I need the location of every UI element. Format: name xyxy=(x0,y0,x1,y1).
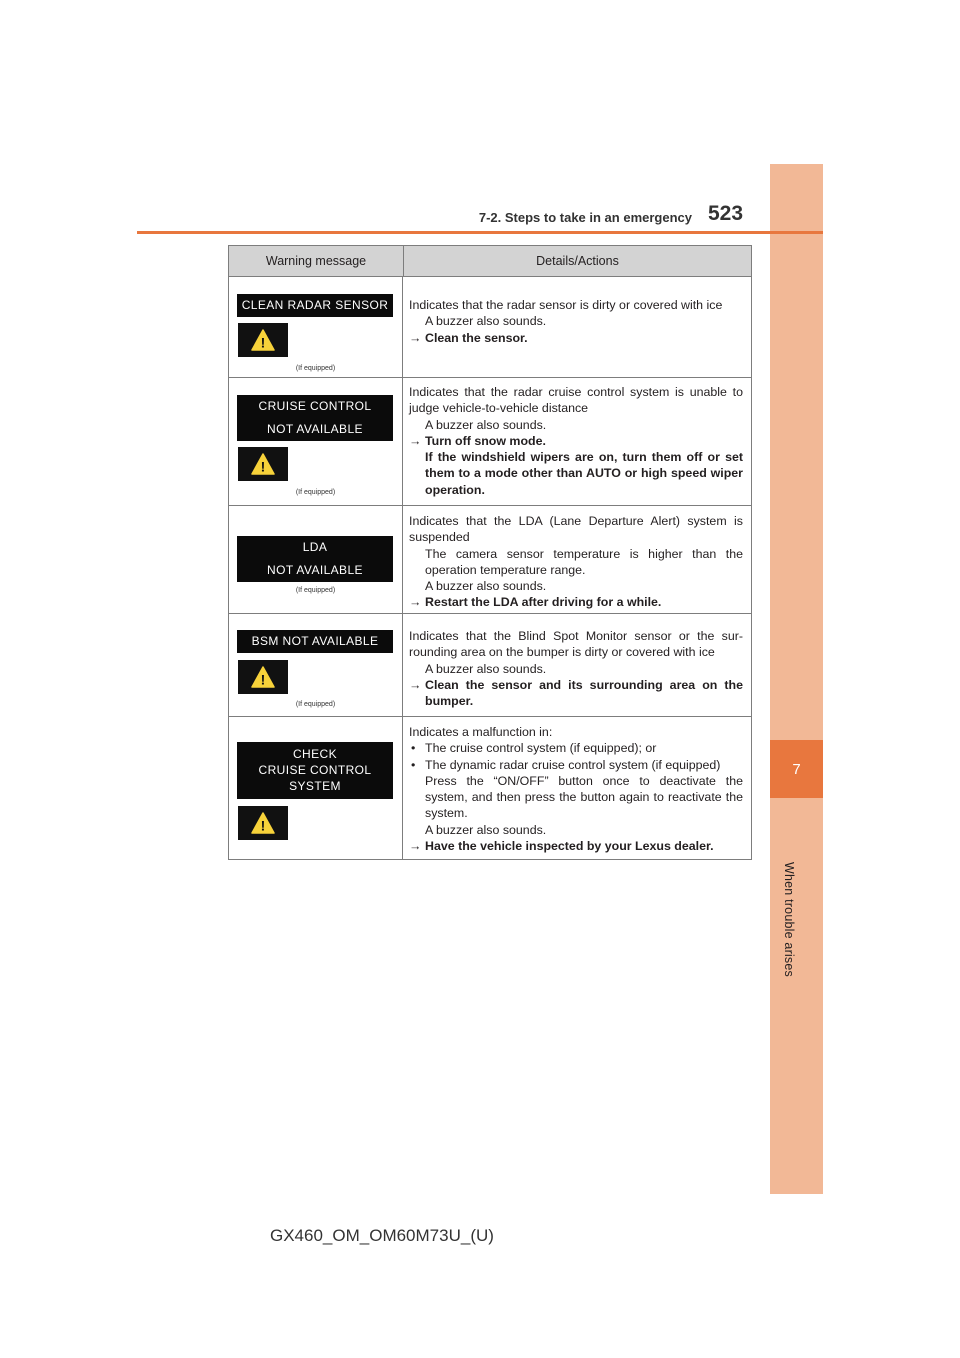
action-text: → Restart the LDA after driving for a while. xyxy=(409,595,662,610)
arrow-icon: → xyxy=(409,330,422,345)
if-equipped-note: (If equipped) xyxy=(295,489,336,496)
action-continuation: If the windshield wipers are on, turn them off or set them to a mode other than AUTO or high speed wiper operation. xyxy=(425,450,743,497)
warning-message-table xyxy=(228,245,752,860)
warning-display-cell xyxy=(229,378,403,505)
details-cell xyxy=(403,506,751,613)
document-code: GX460_OM_OM60M73U_(U) xyxy=(270,1226,494,1245)
buzzer-text: A buzzer also sounds. xyxy=(425,314,547,329)
action-text: → Clean the sensor. xyxy=(409,330,528,345)
if-equipped-note: (If equipped) xyxy=(295,365,336,372)
bullet-item: • The cruise control system (if equipped); or xyxy=(411,741,657,756)
action-text: → Turn off snow mode. xyxy=(409,433,546,448)
table-row xyxy=(229,277,751,378)
table-row xyxy=(229,614,751,717)
display-line: LDA xyxy=(302,540,328,554)
chapter-side-label: When trouble arises xyxy=(782,862,796,977)
arrow-icon: → xyxy=(409,677,422,692)
svg-text:!: ! xyxy=(260,334,266,351)
svg-text:!: ! xyxy=(260,817,266,834)
warning-display-cell xyxy=(229,717,403,859)
bullet-icon: • xyxy=(411,741,416,756)
svg-text:!: ! xyxy=(260,458,266,475)
warning-display-cell xyxy=(229,614,403,716)
master-warning-icon xyxy=(238,660,288,694)
display-line: CRUISE CONTROL xyxy=(258,763,372,777)
if-equipped-note: (If equipped) xyxy=(295,701,336,708)
description-text: Indicates that the radar cruise control system is unable to judge vehicle-to-vehicle distance xyxy=(409,385,743,416)
if-equipped-note: (If equipped) xyxy=(295,587,336,594)
master-warning-icon xyxy=(238,323,288,357)
detail-text: Press the “ON/OFF” button once to deactivate the system, and then press the button again to reactivate the system. xyxy=(425,773,743,821)
chapter-title: 7-2. Steps to take in an emergency xyxy=(478,210,692,225)
svg-text:!: ! xyxy=(260,671,266,688)
display-line: SYSTEM xyxy=(289,779,341,793)
warning-display-cell xyxy=(229,277,403,377)
buzzer-text: A buzzer also sounds. xyxy=(425,417,547,432)
buzzer-text: A buzzer also sounds. xyxy=(425,579,547,594)
header-rule xyxy=(137,231,823,234)
display-line: NOT AVAILABLE xyxy=(267,422,363,436)
description-text: Indicates that the LDA (Lane Departure Alert) system is suspended xyxy=(409,514,743,545)
arrow-icon: → xyxy=(409,433,422,448)
display-line: NOT AVAILABLE xyxy=(267,563,363,577)
message-display xyxy=(237,630,393,653)
bullet-item: • The dynamic radar cruise control system (if equipped) xyxy=(411,757,721,772)
buzzer-text: A buzzer also sounds. xyxy=(425,822,547,837)
action-text: → Clean the sensor and its surrounding area on the bumper. xyxy=(409,677,743,709)
message-display xyxy=(237,294,393,317)
master-warning-icon xyxy=(238,806,288,840)
chapter-side-tab xyxy=(770,164,823,1194)
display-line: BSM NOT AVAILABLE xyxy=(251,634,379,648)
message-display xyxy=(237,742,393,799)
arrow-icon: → xyxy=(409,839,422,854)
page-number: 523 xyxy=(708,202,744,225)
details-cell xyxy=(403,717,751,859)
description-text: Indicates that the Blind Spot Monitor sensor or the sur-rounding area on the bumper is dirty or covered with ice xyxy=(409,629,743,660)
display-line: CLEAN RADAR SENSOR xyxy=(241,298,389,312)
table-row xyxy=(229,717,751,860)
action-text: → Have the vehicle inspected by your Lexus dealer. xyxy=(409,839,714,854)
header-details-actions: Details/Actions xyxy=(536,254,619,268)
bullet-icon: • xyxy=(411,757,416,772)
master-warning-icon xyxy=(238,447,288,481)
description-text: Indicates a malfunction in: xyxy=(409,725,553,739)
detail-text: The camera sensor temperature is higher than the operation temperature range. xyxy=(425,546,743,577)
buzzer-text: A buzzer also sounds. xyxy=(425,661,547,676)
warning-display-cell xyxy=(229,506,403,613)
details-cell xyxy=(403,614,751,716)
display-line: CHECK xyxy=(292,747,337,761)
description-text: Indicates that the radar sensor is dirty or covered with ice xyxy=(409,298,723,312)
table-row xyxy=(229,506,751,614)
message-display xyxy=(237,395,393,441)
message-display xyxy=(237,536,393,582)
details-cell xyxy=(403,378,751,505)
header-warning-message: Warning message xyxy=(229,246,404,276)
chapter-number-tab: 7 xyxy=(770,740,823,798)
arrow-icon: → xyxy=(409,595,422,610)
table-row xyxy=(229,378,751,506)
table-header xyxy=(229,246,751,277)
display-line: CRUISE CONTROL xyxy=(258,399,372,413)
details-cell xyxy=(403,277,751,377)
